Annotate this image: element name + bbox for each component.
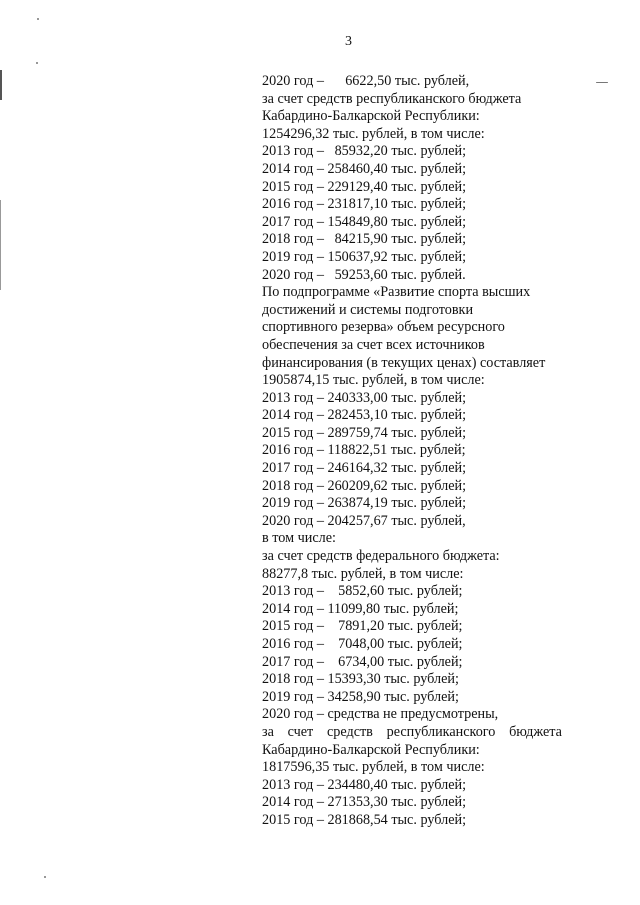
text-line: 2018 год – 260209,62 тыс. рублей; <box>262 477 467 494</box>
word: за <box>262 723 274 740</box>
text-line: 2020 год – 6622,50 тыс. рублей, <box>262 73 470 89</box>
text-line: 2020 год – 59253,60 тыс. рублей. <box>262 266 466 283</box>
scan-speck <box>44 876 46 878</box>
word: средств <box>326 723 373 740</box>
scan-artifact <box>0 70 2 100</box>
text-line: 2016 год – 7048,00 тыс. рублей; <box>262 636 463 652</box>
text-line: 2013 год – 85932,20 тыс. рублей; <box>262 143 467 160</box>
text-line: 2018 год – 15393,30 тыс. рублей; <box>262 671 459 688</box>
text-line: 2019 год – 150637,92 тыс. рублей; <box>262 248 467 265</box>
word: счет <box>287 723 314 740</box>
text-line: 2016 год – 231817,10 тыс. рублей; <box>262 196 467 213</box>
text-line: за счет средств федерального бюджета: <box>262 548 500 565</box>
text-line: 1817596,35 тыс. рублей, в том числе: <box>262 759 485 776</box>
text-line: 2015 год – 281868,54 тыс. рублей; <box>262 811 467 828</box>
document-body <box>262 73 582 830</box>
word: бюджета <box>509 723 562 740</box>
text-line: 88277,8 тыс. рублей, в том числе: <box>262 565 464 582</box>
scan-speck <box>596 82 608 83</box>
justified-line <box>262 724 562 742</box>
text-line: 2017 год – 154849,80 тыс. рублей; <box>262 213 467 230</box>
text-line: 2019 год – 263874,19 тыс. рублей; <box>262 495 467 512</box>
text-line: в том числе: <box>262 530 336 547</box>
text-line: 2013 год – 5852,60 тыс. рублей; <box>262 583 463 600</box>
text-line: По подпрограмме «Развитие спорта высших <box>262 284 531 301</box>
page-number: 3 <box>345 34 352 49</box>
text-line: за счет средств республиканского бюджета <box>262 90 522 107</box>
text-line: 2014 год – 282453,10 тыс. рублей; <box>262 407 467 424</box>
text-line: 2019 год – 34258,90 тыс. рублей; <box>262 688 459 705</box>
text-line: 2013 год – 234480,40 тыс. рублей; <box>262 776 467 793</box>
text-line: спортивного резерва» объем ресурсного <box>262 319 505 336</box>
text-line: 2015 год – 289759,74 тыс. рублей; <box>262 424 467 441</box>
text-lines <box>262 73 582 724</box>
text-line: 2014 год – 258460,40 тыс. рублей; <box>262 160 467 177</box>
text-line: достижений и системы подготовки <box>262 301 474 318</box>
text-line: Кабардино-Балкарской Республики: <box>262 108 480 125</box>
text-line: 2017 год – 6734,00 тыс. рублей; <box>262 653 463 670</box>
text-line: Кабардино-Балкарской Республики: <box>262 741 480 758</box>
text-line: 2016 год – 118822,51 тыс. рублей; <box>262 442 466 459</box>
scan-artifact <box>0 200 1 290</box>
text-line: 2014 год – 11099,80 тыс. рублей; <box>262 600 459 617</box>
text-line: 2014 год – 271353,30 тыс. рублей; <box>262 794 467 811</box>
text-line: 1254296,32 тыс. рублей, в том числе: <box>262 125 485 142</box>
text-line: 2015 год – 229129,40 тыс. рублей; <box>262 178 467 195</box>
text-line: 2017 год – 246164,32 тыс. рублей; <box>262 460 467 477</box>
text-line: 2018 год – 84215,90 тыс. рублей; <box>262 231 467 248</box>
text-line: 2015 год – 7891,20 тыс. рублей; <box>262 618 463 635</box>
text-line: обеспечения за счет всех источников <box>262 336 485 353</box>
text-lines-after <box>262 742 582 830</box>
text-line: 2013 год – 240333,00 тыс. рублей; <box>262 389 467 406</box>
scan-speck <box>36 62 38 64</box>
word: республиканского <box>386 723 496 740</box>
text-line: 1905874,15 тыс. рублей, в том числе: <box>262 372 485 389</box>
text-line: 2020 год – 204257,67 тыс. рублей, <box>262 512 466 529</box>
text-line: финансирования (в текущих ценах) составляет <box>262 354 546 371</box>
text-line: 2020 год – средства не предусмотрены, <box>262 706 499 723</box>
scan-speck <box>37 18 39 20</box>
